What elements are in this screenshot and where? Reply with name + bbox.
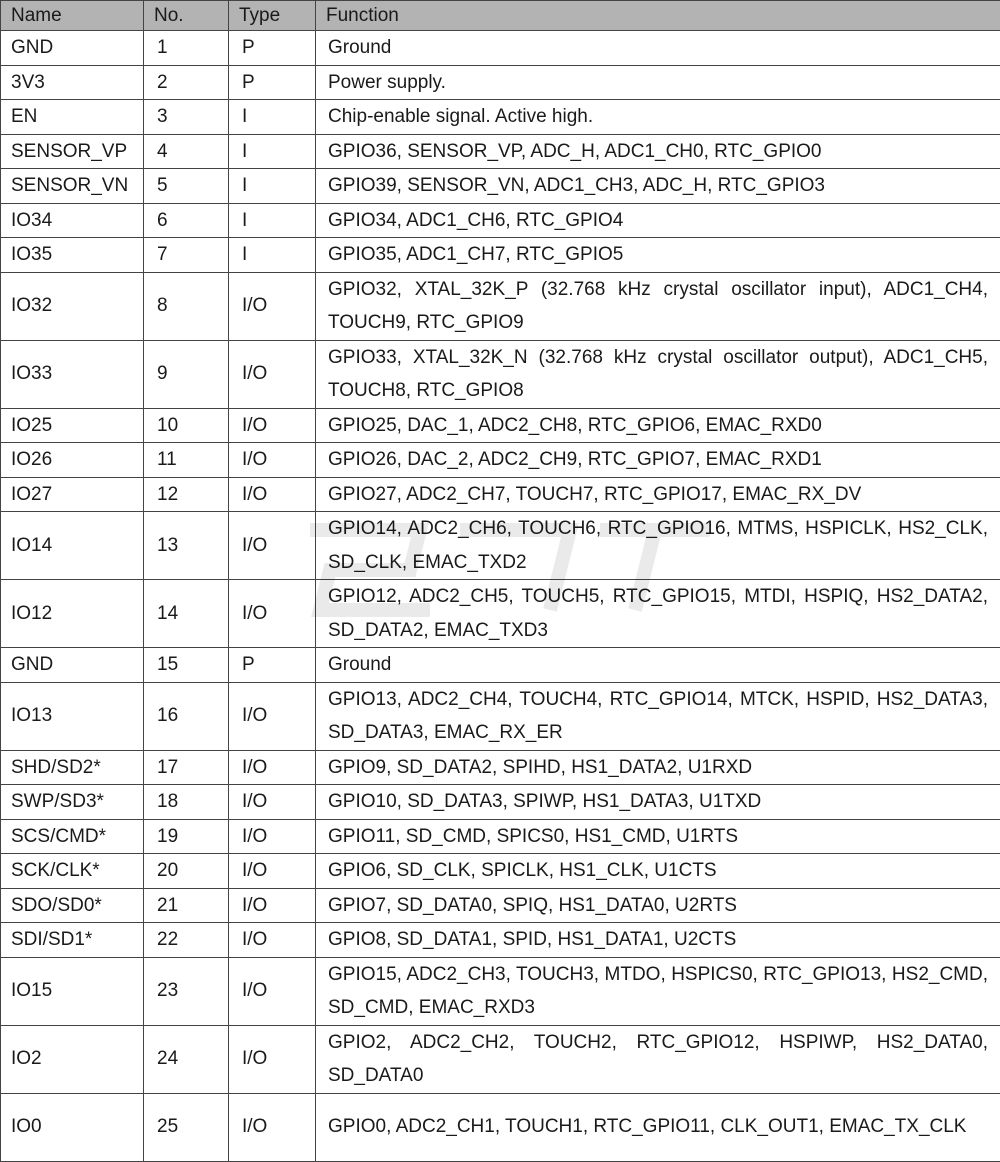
pin-type-cell: I/O — [229, 854, 316, 889]
table-row — [1, 238, 1000, 273]
pin-number-cell: 21 — [144, 888, 229, 923]
header-name: Name — [1, 1, 144, 31]
pin-name-cell: IO27 — [1, 477, 144, 512]
table-row — [1, 203, 1000, 238]
pin-type-cell: I/O — [229, 580, 316, 648]
pin-type-cell: I/O — [229, 272, 316, 340]
pin-number-cell: 9 — [144, 340, 229, 408]
pin-function-cell: GPIO33, XTAL_32K_N (32.768 kHz crystal oscillator output), ADC1_CH5, TOUCH8, RTC_GPIO8 — [316, 340, 1000, 408]
pin-function-cell: GPIO2, ADC2_CH2, TOUCH2, RTC_GPIO12, HSPIWP, HS2_DATA0, SD_DATA0 — [316, 1025, 1000, 1093]
pin-name-cell: IO15 — [1, 957, 144, 1025]
pin-type-cell: I/O — [229, 443, 316, 478]
table-row — [1, 819, 1000, 854]
pin-name-cell: GND — [1, 31, 144, 66]
pin-number-cell: 14 — [144, 580, 229, 648]
table-row — [1, 272, 1000, 340]
table-row — [1, 477, 1000, 512]
pin-function-cell: GPIO27, ADC2_CH7, TOUCH7, RTC_GPIO17, EMAC_RX_DV — [316, 477, 1000, 512]
pin-type-cell: I — [229, 238, 316, 273]
pin-number-cell: 1 — [144, 31, 229, 66]
pin-function-cell: GPIO35, ADC1_CH7, RTC_GPIO5 — [316, 238, 1000, 273]
pin-name-cell: SDO/SD0* — [1, 888, 144, 923]
table-row — [1, 31, 1000, 66]
pin-function-cell: GPIO14, ADC2_CH6, TOUCH6, RTC_GPIO16, MTMS, HSPICLK, HS2_CLK, SD_CLK, EMAC_TXD2 — [316, 512, 1000, 580]
pin-number-cell: 13 — [144, 512, 229, 580]
pin-function-cell: GPIO15, ADC2_CH3, TOUCH3, MTDO, HSPICS0, RTC_GPIO13, HS2_CMD, SD_CMD, EMAC_RXD3 — [316, 957, 1000, 1025]
pin-name-cell: IO35 — [1, 238, 144, 273]
pin-function-cell: GPIO10, SD_DATA3, SPIWP, HS1_DATA3, U1TXD — [316, 785, 1000, 820]
pin-number-cell: 16 — [144, 682, 229, 750]
pin-name-cell: IO14 — [1, 512, 144, 580]
pin-type-cell: I/O — [229, 923, 316, 958]
table-row — [1, 340, 1000, 408]
pin-number-cell: 15 — [144, 648, 229, 683]
pin-function-cell: Chip-enable signal. Active high. — [316, 100, 1000, 135]
pin-name-cell: SENSOR_VN — [1, 169, 144, 204]
pin-type-cell: I — [229, 203, 316, 238]
pin-function-cell: Ground — [316, 31, 1000, 66]
table-row — [1, 443, 1000, 478]
pin-function-cell: GPIO11, SD_CMD, SPICS0, HS1_CMD, U1RTS — [316, 819, 1000, 854]
pin-number-cell: 22 — [144, 923, 229, 958]
pin-name-cell: IO2 — [1, 1025, 144, 1093]
pin-type-cell: P — [229, 65, 316, 100]
pin-function-cell: GPIO25, DAC_1, ADC2_CH8, RTC_GPIO6, EMAC_RXD0 — [316, 408, 1000, 443]
pin-type-cell: I/O — [229, 340, 316, 408]
pin-number-cell: 25 — [144, 1093, 229, 1161]
pin-function-cell: GPIO8, SD_DATA1, SPID, HS1_DATA1, U2CTS — [316, 923, 1000, 958]
pin-type-cell: I/O — [229, 888, 316, 923]
table-row — [1, 854, 1000, 889]
pin-number-cell: 19 — [144, 819, 229, 854]
pin-type-cell: I/O — [229, 512, 316, 580]
pin-type-cell: I/O — [229, 682, 316, 750]
pin-name-cell: IO33 — [1, 340, 144, 408]
pin-type-cell: I — [229, 169, 316, 204]
header-function: Function — [316, 1, 1000, 31]
pin-type-cell: P — [229, 31, 316, 66]
pin-function-cell: GPIO34, ADC1_CH6, RTC_GPIO4 — [316, 203, 1000, 238]
pin-type-cell: I — [229, 100, 316, 135]
pin-type-cell: I/O — [229, 1025, 316, 1093]
pin-function-cell: GPIO12, ADC2_CH5, TOUCH5, RTC_GPIO15, MTDI, HSPIQ, HS2_DATA2, SD_DATA2, EMAC_TXD3 — [316, 580, 1000, 648]
table-row — [1, 957, 1000, 1025]
pin-number-cell: 10 — [144, 408, 229, 443]
table-row — [1, 750, 1000, 785]
pin-type-cell: I/O — [229, 1093, 316, 1161]
pin-number-cell: 23 — [144, 957, 229, 1025]
pin-name-cell: IO32 — [1, 272, 144, 340]
pin-name-cell: IO12 — [1, 580, 144, 648]
pin-type-cell: I — [229, 134, 316, 169]
pin-name-cell: 3V3 — [1, 65, 144, 100]
pin-function-cell: GPIO13, ADC2_CH4, TOUCH4, RTC_GPIO14, MTCK, HSPID, HS2_DATA3, SD_DATA3, EMAC_RX_ER — [316, 682, 1000, 750]
table-row — [1, 65, 1000, 100]
pin-name-cell: SHD/SD2* — [1, 750, 144, 785]
pin-function-cell: GPIO32, XTAL_32K_P (32.768 kHz crystal oscillator input), ADC1_CH4, TOUCH9, RTC_GPIO9 — [316, 272, 1000, 340]
pin-number-cell: 8 — [144, 272, 229, 340]
pin-name-cell: SCK/CLK* — [1, 854, 144, 889]
table-row — [1, 408, 1000, 443]
pin-number-cell: 3 — [144, 100, 229, 135]
pin-function-cell: GPIO36, SENSOR_VP, ADC_H, ADC1_CH0, RTC_GPIO0 — [316, 134, 1000, 169]
table-row — [1, 888, 1000, 923]
table-header-row — [1, 1, 1000, 31]
pin-function-cell: Power supply. — [316, 65, 1000, 100]
pin-name-cell: IO13 — [1, 682, 144, 750]
pin-name-cell: EN — [1, 100, 144, 135]
pin-name-cell: IO34 — [1, 203, 144, 238]
table-row — [1, 682, 1000, 750]
pin-number-cell: 18 — [144, 785, 229, 820]
pin-type-cell: P — [229, 648, 316, 683]
header-no: No. — [144, 1, 229, 31]
table-row — [1, 785, 1000, 820]
pin-function-cell: Ground — [316, 648, 1000, 683]
pin-type-cell: I/O — [229, 957, 316, 1025]
pin-number-cell: 20 — [144, 854, 229, 889]
pin-number-cell: 17 — [144, 750, 229, 785]
pin-number-cell: 12 — [144, 477, 229, 512]
table-row — [1, 100, 1000, 135]
pin-name-cell: SWP/SD3* — [1, 785, 144, 820]
pin-number-cell: 11 — [144, 443, 229, 478]
pin-name-cell: GND — [1, 648, 144, 683]
pin-type-cell: I/O — [229, 477, 316, 512]
pin-type-cell: I/O — [229, 750, 316, 785]
pin-name-cell: IO25 — [1, 408, 144, 443]
pin-number-cell: 24 — [144, 1025, 229, 1093]
header-type: Type — [229, 1, 316, 31]
pin-number-cell: 5 — [144, 169, 229, 204]
table-row — [1, 923, 1000, 958]
pin-function-cell: GPIO26, DAC_2, ADC2_CH9, RTC_GPIO7, EMAC_RXD1 — [316, 443, 1000, 478]
pin-function-cell: GPIO39, SENSOR_VN, ADC1_CH3, ADC_H, RTC_GPIO3 — [316, 169, 1000, 204]
pin-type-cell: I/O — [229, 785, 316, 820]
pin-name-cell: SCS/CMD* — [1, 819, 144, 854]
pin-number-cell: 7 — [144, 238, 229, 273]
table-row — [1, 169, 1000, 204]
pin-name-cell: IO0 — [1, 1093, 144, 1161]
table-row — [1, 648, 1000, 683]
pin-function-cell: GPIO6, SD_CLK, SPICLK, HS1_CLK, U1CTS — [316, 854, 1000, 889]
table-row — [1, 1093, 1000, 1161]
pin-name-cell: SDI/SD1* — [1, 923, 144, 958]
pin-name-cell: SENSOR_VP — [1, 134, 144, 169]
pin-type-cell: I/O — [229, 408, 316, 443]
pin-function-cell: GPIO9, SD_DATA2, SPIHD, HS1_DATA2, U1RXD — [316, 750, 1000, 785]
pin-number-cell: 6 — [144, 203, 229, 238]
pin-function-cell: GPIO0, ADC2_CH1, TOUCH1, RTC_GPIO11, CLK_OUT1, EMAC_TX_CLK — [316, 1093, 1000, 1161]
table-row — [1, 512, 1000, 580]
table-body — [1, 31, 1000, 1162]
pin-function-cell: GPIO7, SD_DATA0, SPIQ, HS1_DATA0, U2RTS — [316, 888, 1000, 923]
table-row — [1, 580, 1000, 648]
pin-type-cell: I/O — [229, 819, 316, 854]
pin-name-cell: IO26 — [1, 443, 144, 478]
table-row — [1, 134, 1000, 169]
pin-number-cell: 2 — [144, 65, 229, 100]
pin-number-cell: 4 — [144, 134, 229, 169]
table-row — [1, 1025, 1000, 1093]
